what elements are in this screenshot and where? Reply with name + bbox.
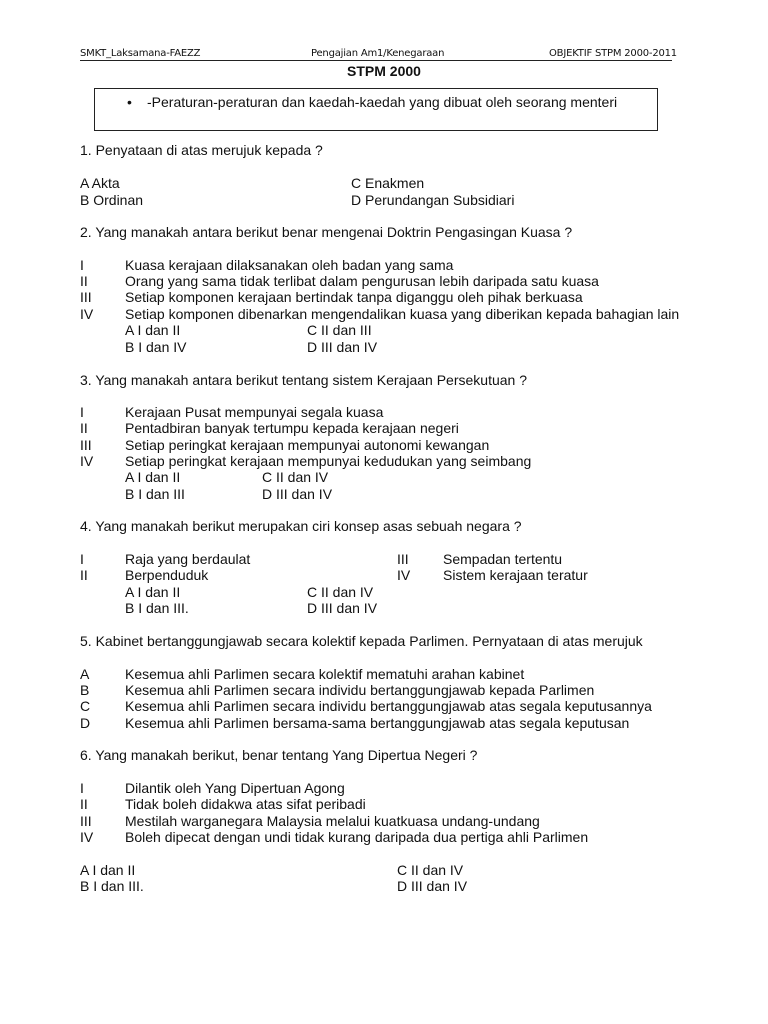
q6-item-num: IV bbox=[80, 829, 94, 845]
q4-item-num: II bbox=[80, 567, 88, 583]
q2-item-num: III bbox=[80, 289, 92, 305]
q5-option-text: Kesemua ahli Parlimen secara individu bertanggungjawab kepada Parlimen bbox=[125, 682, 595, 698]
q6-item-num: I bbox=[80, 780, 84, 796]
q4-item-text: Raja yang berdaulat bbox=[125, 551, 251, 567]
q6-item-num: III bbox=[80, 813, 92, 829]
q2-item-text: Orang yang sama tidak terlibat dalam pengurusan lebih daripada satu kuasa bbox=[125, 273, 599, 289]
q1-option-d: D Perundangan Subsidiari bbox=[351, 192, 515, 208]
q2-stem: 2. Yang manakah antara berikut benar mengenai Doktrin Pengasingan Kuasa ? bbox=[80, 224, 573, 240]
q2-item-text: Setiap komponen dibenarkan mengendalikan kuasa yang diberikan kepada bahagian lain bbox=[125, 306, 680, 322]
q5-option-text: Kesemua ahli Parlimen secara individu bertanggungjawab atas segala keputusannya bbox=[125, 698, 652, 714]
q5-stem: 5. Kabinet bertanggungjawab secara kolektif kepada Parlimen. Pernyataan di atas merujuk bbox=[80, 633, 643, 649]
q3-item-num: IV bbox=[80, 453, 94, 469]
q4-stem: 4. Yang manakah berikut merupakan ciri konsep asas sebuah negara ? bbox=[80, 518, 522, 534]
q4-item-text: Sempadan tertentu bbox=[443, 551, 563, 567]
q6-option-a: A I dan II bbox=[80, 862, 136, 878]
q4-option-c: C II dan IV bbox=[307, 584, 374, 600]
q2-option-c: C II dan III bbox=[307, 322, 372, 338]
q1-stem: 1. Penyataan di atas merujuk kepada ? bbox=[80, 142, 323, 158]
q5-option-letter: D bbox=[80, 715, 91, 731]
q2-item-num: IV bbox=[80, 306, 94, 322]
q6-option-b: B I dan III. bbox=[80, 878, 144, 894]
q2-item-num: II bbox=[80, 273, 88, 289]
q6-option-d: D III dan IV bbox=[397, 878, 468, 894]
q2-option-d: D III dan IV bbox=[307, 339, 378, 355]
q3-item-num: III bbox=[80, 437, 92, 453]
q3-item-text: Setiap peringkat kerajaan mempunyai autonomi kewangan bbox=[125, 437, 490, 453]
q3-stem: 3. Yang manakah antara berikut tentang sistem Kerajaan Persekutuan ? bbox=[80, 372, 527, 388]
q3-item-text: Kerajaan Pusat mempunyai segala kuasa bbox=[125, 404, 384, 420]
q4-item-text: Berpenduduk bbox=[125, 567, 209, 583]
q5-option-letter: B bbox=[80, 682, 90, 698]
q3-option-b: B I dan III bbox=[125, 486, 185, 502]
q3-item-num: II bbox=[80, 420, 88, 436]
q4-option-a: A I dan II bbox=[125, 584, 181, 600]
q4-item-num: IV bbox=[397, 567, 411, 583]
q5-option-text: Kesemua ahli Parlimen secara kolektif mematuhi arahan kabinet bbox=[125, 666, 525, 682]
q6-item-text: Mestilah warganegara Malaysia melalui kuatkuasa undang-undang bbox=[125, 813, 540, 829]
q4-item-num: I bbox=[80, 551, 84, 567]
q2-item-text: Kuasa kerajaan dilaksanakan oleh badan yang sama bbox=[125, 257, 454, 273]
q4-item-num: III bbox=[397, 551, 409, 567]
q5-option-letter: A bbox=[80, 666, 90, 682]
header-school: SMKT_Laksamana-FAEZZ bbox=[80, 48, 201, 59]
q6-item-text: Boleh dipecat dengan undi tidak kurang daripada dua pertiga ahli Parlimen bbox=[125, 829, 589, 845]
q3-option-c: C II dan IV bbox=[262, 469, 329, 485]
q6-item-num: II bbox=[80, 796, 88, 812]
statement-text: -Peraturan-peraturan dan kaedah-kaedah yang dibuat oleh seorang menteri bbox=[147, 94, 618, 110]
q6-stem: 6. Yang manakah berikut, benar tentang Yang Dipertua Negeri ? bbox=[80, 747, 478, 763]
page-title: STPM 2000 bbox=[347, 63, 421, 79]
header-rule bbox=[80, 60, 672, 61]
q3-option-a: A I dan II bbox=[125, 469, 181, 485]
q2-option-b: B I dan IV bbox=[125, 339, 187, 355]
q5-option-letter: C bbox=[80, 698, 91, 714]
q1-option-b: B Ordinan bbox=[80, 192, 144, 208]
q3-item-text: Pentadbiran banyak tertumpu kepada kerajaan negeri bbox=[125, 420, 459, 436]
q4-option-d: D III dan IV bbox=[307, 600, 378, 616]
q1-option-a: A Akta bbox=[80, 175, 120, 191]
q3-item-text: Setiap peringkat kerajaan mempunyai kedudukan yang seimbang bbox=[125, 453, 532, 469]
q6-item-text: Dilantik oleh Yang Dipertuan Agong bbox=[125, 780, 345, 796]
header-subject: Pengajian Am1/Kenegaraan bbox=[311, 48, 445, 59]
q2-item-text: Setiap komponen kerajaan bertindak tanpa diganggu oleh pihak berkuasa bbox=[125, 289, 583, 305]
q2-option-a: A I dan II bbox=[125, 322, 181, 338]
q4-option-b: B I dan III. bbox=[125, 600, 189, 616]
q5-option-text: Kesemua ahli Parlimen bersama-sama bertanggungjawab atas segala keputusan bbox=[125, 715, 630, 731]
q1-option-c: C Enakmen bbox=[351, 175, 425, 191]
q6-item-text: Tidak boleh didakwa atas sifat peribadi bbox=[125, 796, 366, 812]
q4-item-text: Sistem kerajaan teratur bbox=[443, 567, 588, 583]
header-section: OBJEKTIF STPM 2000-2011 bbox=[549, 48, 677, 59]
q2-item-num: I bbox=[80, 257, 84, 273]
q3-item-num: I bbox=[80, 404, 84, 420]
q3-option-d: D III dan IV bbox=[262, 486, 333, 502]
q6-option-c: C II dan IV bbox=[397, 862, 464, 878]
bullet-icon: • bbox=[127, 94, 132, 110]
